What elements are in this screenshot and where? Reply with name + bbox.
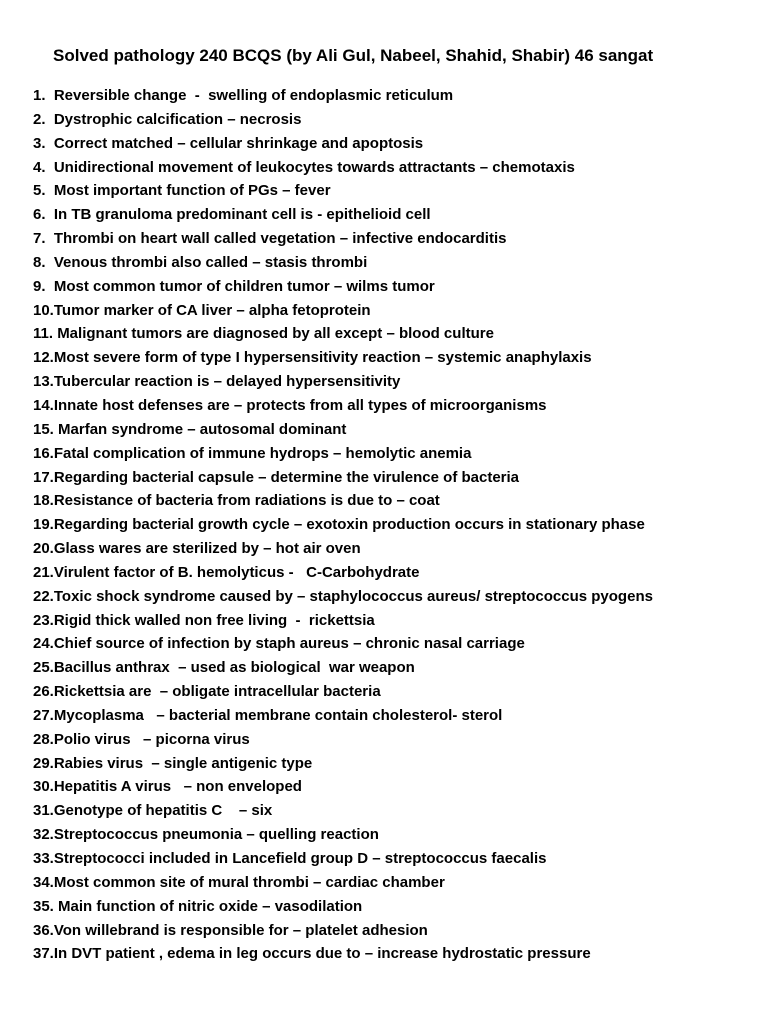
- list-item: 31.Genotype of hepatitis C – six: [33, 802, 273, 820]
- list-item: 27.Mycoplasma – bacterial membrane contain cholesterol- sterol: [33, 706, 503, 724]
- list-item: 10.Tumor marker of CA liver – alpha fetoprotein: [33, 301, 371, 319]
- list-item: 12.Most severe form of type I hypersensitivity reaction – systemic anaphylaxis: [33, 349, 592, 367]
- list-item: 7. Thrombi on heart wall called vegetation – infective endocarditis: [33, 230, 507, 248]
- document-title: Solved pathology 240 BCQS (by Ali Gul, Nabeel, Shahid, Shabir) 46 sangat: [53, 46, 654, 65]
- list-item: 19.Regarding bacterial growth cycle – exotoxin production occurs in stationary phase: [33, 516, 645, 534]
- list-item: 6. In TB granuloma predominant cell is - epithelioid cell: [33, 206, 431, 224]
- list-item: 33.Streptococci included in Lancefield group D – streptococcus faecalis: [33, 850, 547, 867]
- question-answer-list: [33, 84, 753, 966]
- list-item: 3. Correct matched – cellular shrinkage and apoptosis: [33, 134, 424, 152]
- list-item: 20.Glass wares are sterilized by – hot air oven: [33, 540, 361, 558]
- list-item: 2. Dystrophic calcification – necrosis: [33, 110, 302, 128]
- list-item: 16.Fatal complication of immune hydrops – hemolytic anemia: [33, 444, 472, 462]
- list-item: 32.Streptococcus pneumonia – quelling reaction: [33, 826, 379, 844]
- list-item: 37.In DVT patient , edema in leg occurs due to – increase hydrostatic pressure: [33, 945, 591, 963]
- list-item: 24.Chief source of infection by staph aureus – chronic nasal carriage: [33, 635, 525, 653]
- list-item: 11. Malignant tumors are diagnosed by all except – blood culture: [33, 325, 494, 343]
- list-item: 17.Regarding bacterial capsule – determine the virulence of bacteria: [33, 468, 520, 486]
- list-item: 26.Rickettsia are – obligate intracellular bacteria: [33, 683, 381, 701]
- list-item: 8. Venous thrombi also called – stasis thrombi: [33, 253, 368, 271]
- list-item: 5. Most important function of PGs – fever: [33, 182, 331, 200]
- list-item: 25.Bacillus anthrax – used as biological war weapon: [33, 659, 415, 677]
- list-item: 18.Resistance of bacteria from radiations is due to – coat: [33, 492, 440, 510]
- list-item: 23.Rigid thick walled non free living - rickettsia: [33, 611, 375, 629]
- list-item: 4. Unidirectional movement of leukocytes towards attractants – chemotaxis: [33, 158, 575, 176]
- list-item: 13.Tubercular reaction is – delayed hypersensitivity: [33, 373, 401, 391]
- list-item: 22.Toxic shock syndrome caused by – staphylococcus aureus/ streptococcus pyogens: [33, 587, 653, 605]
- list-item: 1. Reversible change - swelling of endoplasmic reticulum: [33, 87, 454, 104]
- list-item: 9. Most common tumor of children tumor – wilms tumor: [33, 277, 435, 295]
- list-item: 34.Most common site of mural thrombi – cardiac chamber: [33, 873, 445, 891]
- list-item: 14.Innate host defenses are – protects from all types of microorganisms: [33, 396, 547, 414]
- list-item: 36.Von willebrand is responsible for – platelet adhesion: [33, 921, 428, 939]
- list-item: 28.Polio virus – picorna virus: [33, 730, 250, 748]
- list-item: 30.Hepatitis A virus – non enveloped: [33, 778, 302, 796]
- list-item: 29.Rabies virus – single antigenic type: [33, 754, 313, 772]
- list-item: 15. Marfan syndrome – autosomal dominant: [33, 420, 347, 438]
- list-item: 21.Virulent factor of B. hemolyticus - C-Carbohydrate: [33, 563, 420, 581]
- list-item: 35. Main function of nitric oxide – vasodilation: [33, 897, 363, 915]
